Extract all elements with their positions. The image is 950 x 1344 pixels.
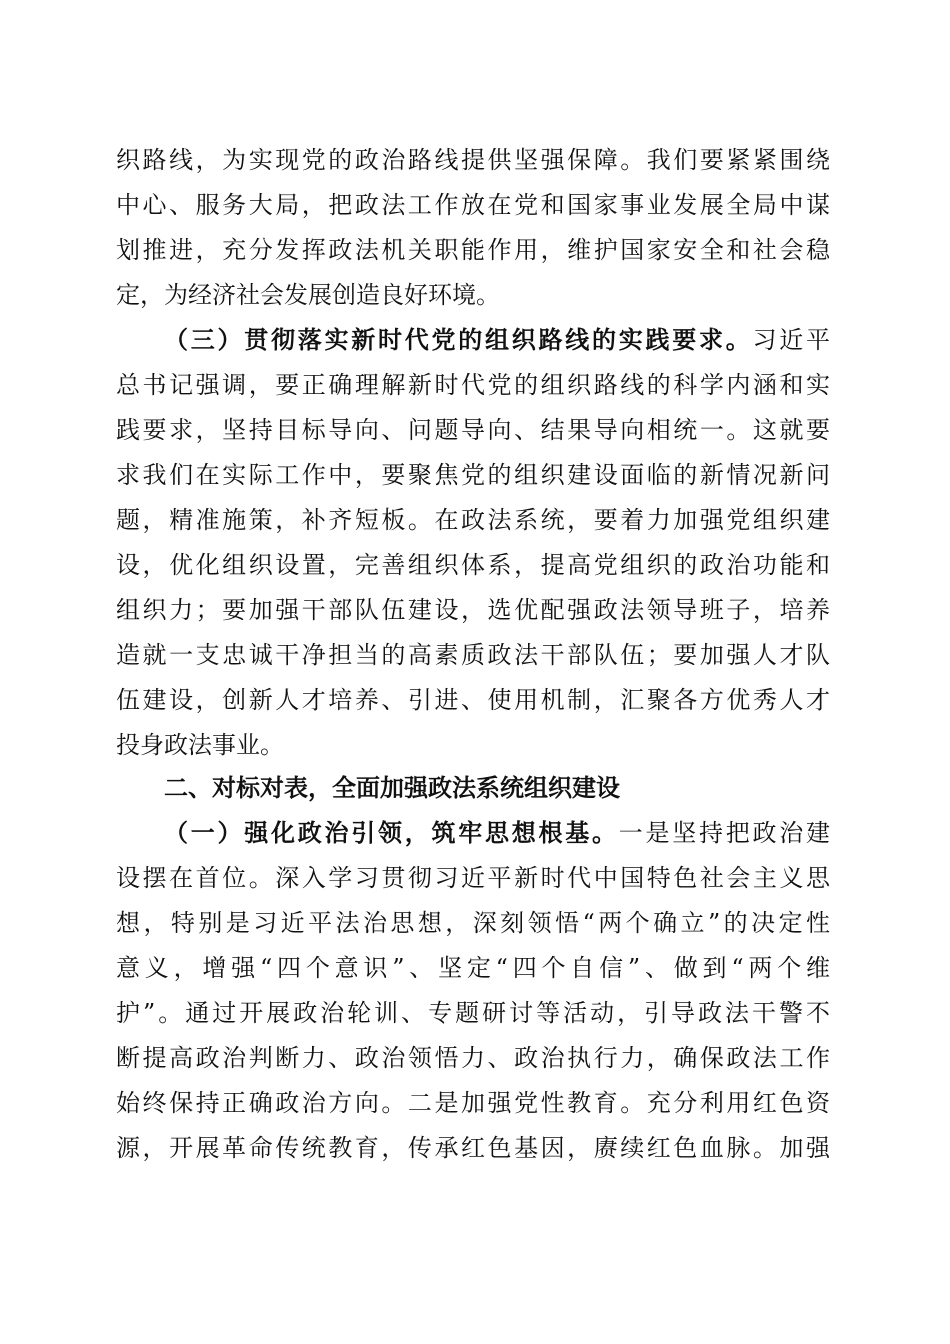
paragraph-line: 源，开展革命传统教育，传承红色基因，赓续红色血脉。加强 (116, 1134, 830, 1162)
paragraph-line: 定，为经济社会发展创造良好环境。 (116, 281, 500, 309)
paragraph-line: 题，精准施策，补齐短板。在政法系统，要着力加强党组织建 (116, 506, 830, 534)
section-heading: 二、对标对表，全面加强政法系统组织建设 (164, 774, 620, 802)
paragraph-line: 组织力；要加强干部队伍建设，选优配强政法领导班子，培养 (116, 596, 830, 624)
paragraph-line: 求我们在实际工作中，要聚焦党的组织建设面临的新情况新问 (116, 461, 830, 489)
paragraph-line: 断提高政治判断力、政治领悟力、政治执行力，确保政法工作 (116, 1044, 830, 1072)
paragraph-text: 一是坚持把政治建 (618, 819, 830, 847)
paragraph-line: 划推进，充分发挥政法机关职能作用，维护国家安全和社会稳 (116, 236, 830, 264)
paragraph-line: 设摆在首位。深入学习贯彻习近平新时代中国特色社会主义思 (116, 864, 830, 892)
paragraph-line: 始终保持正确政治方向。二是加强党性教育。充分利用红色资 (116, 1089, 830, 1117)
paragraph-line: 总书记强调，要正确理解新时代党的组织路线的科学内涵和实 (116, 371, 830, 399)
subsection-first-line (164, 813, 830, 853)
paragraph-line: 造就一支忠诚干净担当的高素质政法干部队伍；要加强人才队 (116, 641, 830, 669)
paragraph-line: 意义，增强“四个意识”、坚定“四个自信”、做到“两个维 (116, 954, 830, 982)
subsection-first-line (164, 320, 830, 360)
paragraph-line: 伍建设，创新人才培养、引进、使用机制，汇聚各方优秀人才 (116, 686, 830, 714)
paragraph-line: 中心、服务大局，把政法工作放在党和国家事业发展全局中谋 (116, 191, 830, 219)
subsection-heading: （三）贯彻落实新时代党的组织路线的实践要求。 (164, 326, 753, 354)
paragraph-line: 设，优化组织设置，完善组织体系，提高党组织的政治功能和 (116, 551, 830, 579)
paragraph-line: 投身政法事业。 (116, 731, 284, 759)
paragraph-text: 习近平 (752, 326, 830, 354)
paragraph-line: 护”。通过开展政治轮训、专题研讨等活动，引导政法干警不 (116, 999, 830, 1027)
paragraph-line: 想，特别是习近平法治思想，深刻领悟“两个确立”的决定性 (116, 909, 830, 937)
subsection-heading: （一）强化政治引领，筑牢思想根基。 (164, 819, 619, 847)
paragraph-line: 践要求，坚持目标导向、问题导向、结果导向相统一。这就要 (116, 416, 830, 444)
paragraph-line: 织路线，为实现党的政治路线提供坚强保障。我们要紧紧围绕 (116, 146, 830, 174)
